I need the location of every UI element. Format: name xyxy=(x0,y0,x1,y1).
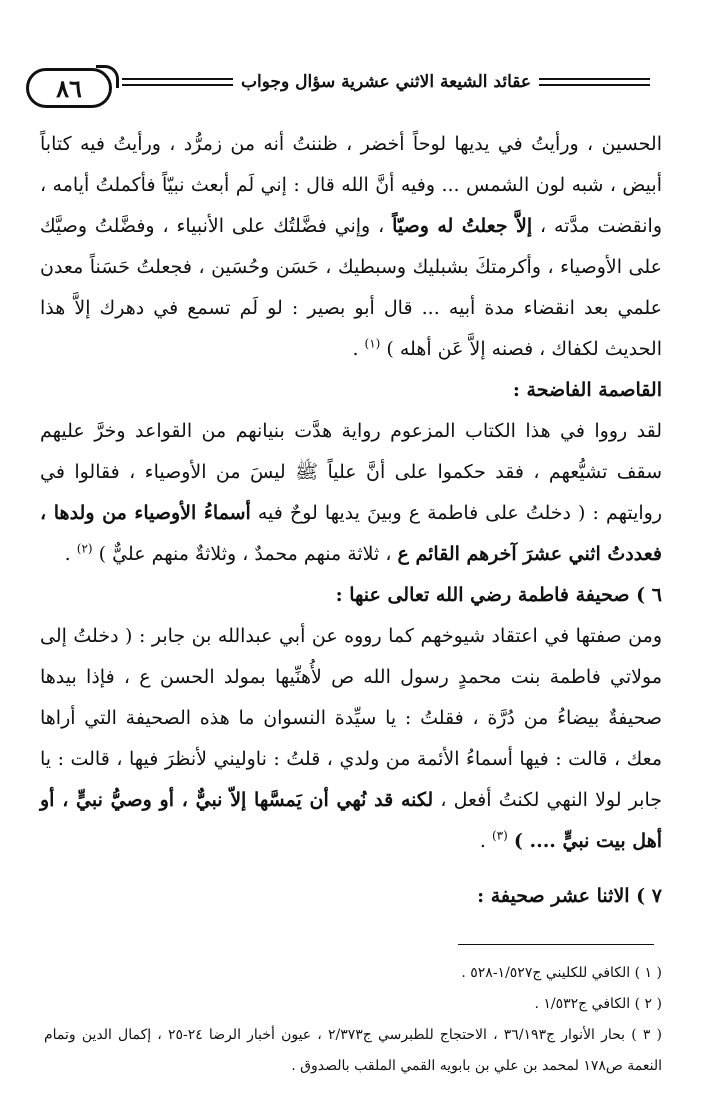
paragraph-1: الحسين ، ورأيتُ في يديها لوحاً أخضر ، ظننتُ أنه من زمرُّد ، ورأيتُ فيه كتاباً أبيض ، شبه لون الشمس ... وفيه أنَّ الله قال : إني لَم أبعث نبيّاً فأكملتُ أيامه ، وانقضت مدَّته ، إلاَّ جعلتُ له وصيّاً ، وإني فضَّلتُك على الأنبياء ، وفضَّلتُ وصيَّك على الأوصياء ، وأكرمتكَ بشبليك وسبطيك ، حَسَن وحُسَين ، فجعلتُ حَسَناً معدن علمي بعد انقضاء مدة أبيه ... قال أبو بصير : لو لَم تسمع في دهرك إلاَّ هذا الحديث لكفاك ، فصنه إلاَّ عَن أهله ) $^{(١)}$ . xyxy=(40,133,662,360)
bold-quote-3: لكنه قد نُهي أن يَمسَّها إلاّ نبيٌّ ، أو وصيُّ نبيٍّ ، أو أهل بيت نبيٍّ .... ) xyxy=(40,789,662,852)
title-rule-right xyxy=(539,78,650,86)
section-heading-qasima: القاصمة الفاضحة : xyxy=(512,379,662,401)
footnote-ref-2: (٢) xyxy=(76,541,93,556)
page-header xyxy=(26,60,666,120)
footnote-1: ( ١ ) الكافي للكليني ج١/٥٢٧-٥٢٨ . xyxy=(461,965,662,981)
paragraph-2: لقد رووا في هذا الكتاب المزعوم رواية هدَّت بنيانهم من القواعد وخرَّ عليهم سقف تشيُّعهم ، فقد حكموا على أنَّ علياً ﷺ ليسَ من الأوصياء ، فقالوا في روايتهم : ( دخلتُ على فاطمة ع وبينَ يديها لوحٌ فيه أسماءُ الأوصياء من ولدها ، فعددتُ اثني عشرَ آخرهم القائم ع ، ثلاثة منهم محمدٌ ، وثلاثةٌ منهم عليٌّ ) $^{(٢)}$ . xyxy=(40,420,662,565)
footnote-divider xyxy=(458,944,654,945)
bold-quote-2: أسماءُ الأوصياء من ولدها ، فعددتُ اثني عشرَ آخرهم القائم ع xyxy=(40,502,662,565)
footnotes xyxy=(44,958,662,1082)
page-number: ٨٦ xyxy=(56,73,82,103)
page-number-badge xyxy=(26,68,112,108)
book-title: عقائد الشيعة الاثني عشرية سؤال وجواب xyxy=(241,72,531,92)
paragraph-3: ومن صفتها في اعتقاد شيوخهم كما رووه عن أبي عبدالله بن جابر : ( دخلتُ إلى مولاتي فاطمة بنت محمدٍ رسول الله ص لأُهنِّيها بمولد الحسن ع ، فإذا بيدها صحيفةٌ بيضاءُ من دُرَّة ، فقلتُ : يا سيِّدة النسوان ما هذه الصحيفة التي أراها معك ، قالت : فيها أسماءُ الأئمة من ولدي ، قلتُ : ناوليني لأنظرَ فيها ، قالت : يا جابر لولا النهي لكنتُ أفعل ، لكنه قد نُهي أن يَمسَّها إلاّ نبيٌّ ، أو وصيُّ نبيٍّ ، أو أهل بيت نبيٍّ .... ) $^{(٣)}$ . xyxy=(40,625,663,852)
footnote-ref-1: (١) xyxy=(364,336,381,351)
footnote-2: ( ٢ ) الكافي ج١/٥٣٢ . xyxy=(534,996,662,1012)
title-rule-left xyxy=(122,78,233,86)
bold-quote-1: إلاَّ جعلتُ له وصيّاً xyxy=(392,215,533,237)
running-title xyxy=(122,72,650,92)
section-heading-7: ٧ ) الاثنا عشر صحيفة : xyxy=(477,885,662,907)
footnote-ref-3: (٣) xyxy=(491,828,508,843)
footnote-3: ( ٣ ) بحار الأنوار ج٣٦/١٩٣ ، الاحتجاج للطبرسي ج٢/٣٧٣ ، عيون أخبار الرضا ٢٤-٢٥ ، إكمال الدين وتمام النعمة ص١٧٨ لمحمد بن علي بن بابويه القمي الملقب بالصدوق . xyxy=(44,1027,662,1074)
section-heading-6: ٦ ) صحيفة فاطمة رضي الله تعالى عنها : xyxy=(335,584,662,606)
main-text xyxy=(40,124,662,917)
